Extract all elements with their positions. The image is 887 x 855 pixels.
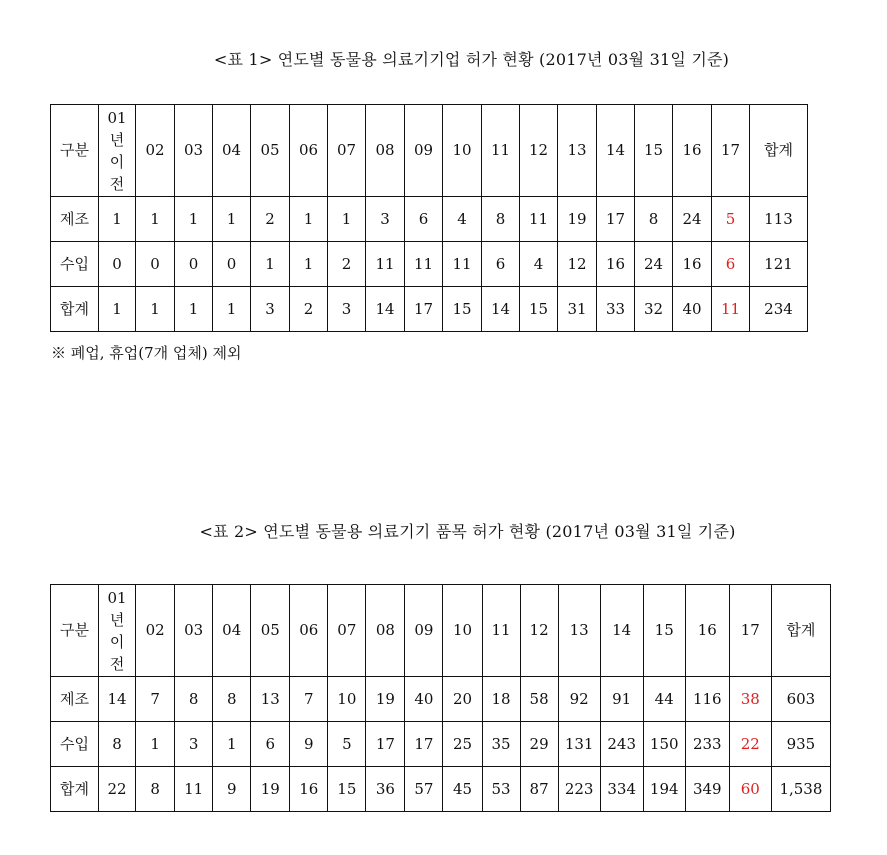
table-cell: 1	[99, 287, 136, 332]
header-cell: 07	[328, 585, 366, 677]
table-cell: 24	[673, 197, 712, 242]
table-cell: 17	[405, 722, 443, 767]
table-cell: 38	[729, 677, 771, 722]
table-cell: 11	[443, 242, 482, 287]
table-cell: 13	[251, 677, 290, 722]
table-cell: 194	[643, 767, 685, 812]
table-cell: 243	[600, 722, 643, 767]
header-cell: 합계	[771, 585, 830, 677]
header-cell: 16	[685, 585, 729, 677]
header-cell: 17	[729, 585, 771, 677]
table-cell: 5	[712, 197, 750, 242]
row-label-cell: 수입	[51, 242, 99, 287]
header-cell: 03	[175, 105, 213, 197]
header-cell: 11	[482, 105, 520, 197]
table-cell: 12	[558, 242, 597, 287]
header-cell: 합계	[750, 105, 808, 197]
table-cell: 4	[443, 197, 482, 242]
table-cell: 92	[558, 677, 600, 722]
header-cell: 02	[136, 585, 175, 677]
header-cell: 01 년 이 전	[99, 585, 136, 677]
table-cell: 19	[558, 197, 597, 242]
table-cell: 6	[405, 197, 443, 242]
table-cell: 58	[520, 677, 558, 722]
table-cell: 1	[290, 197, 328, 242]
table-cell: 0	[213, 242, 251, 287]
table-cell: 35	[482, 722, 520, 767]
table-cell: 1	[290, 242, 328, 287]
table-cell: 3	[175, 722, 213, 767]
table-cell: 15	[328, 767, 366, 812]
table-cell: 1	[251, 242, 290, 287]
header-cell: 16	[673, 105, 712, 197]
table-row	[51, 197, 808, 242]
table-cell: 36	[366, 767, 405, 812]
header-cell: 04	[213, 105, 251, 197]
table-cell: 6	[251, 722, 290, 767]
table-cell: 7	[136, 677, 175, 722]
table-cell: 349	[685, 767, 729, 812]
table1-license-companies	[50, 104, 808, 332]
table-cell: 24	[635, 242, 673, 287]
table-cell: 1	[213, 197, 251, 242]
table-cell: 9	[290, 722, 328, 767]
table-row	[51, 767, 831, 812]
header-cell: 10	[443, 105, 482, 197]
table-cell: 11	[175, 767, 213, 812]
table-cell: 16	[597, 242, 635, 287]
header-cell: 01 년 이 전	[99, 105, 136, 197]
header-cell: 11	[482, 585, 520, 677]
table-cell: 1	[136, 287, 175, 332]
table-cell: 14	[366, 287, 405, 332]
table-cell: 8	[99, 722, 136, 767]
table-cell: 1	[136, 722, 175, 767]
table-cell: 2	[328, 242, 366, 287]
header-cell: 06	[290, 105, 328, 197]
table-cell: 45	[443, 767, 482, 812]
table-cell: 14	[99, 677, 136, 722]
table-cell: 9	[213, 767, 251, 812]
table-cell: 233	[685, 722, 729, 767]
table-cell: 1	[136, 197, 175, 242]
table-cell: 33	[597, 287, 635, 332]
table-cell: 121	[750, 242, 808, 287]
table-cell: 40	[405, 677, 443, 722]
table-row	[51, 287, 808, 332]
table-cell: 7	[290, 677, 328, 722]
table-cell: 11	[520, 197, 558, 242]
table-cell: 11	[712, 287, 750, 332]
table-cell: 87	[520, 767, 558, 812]
table-cell: 14	[482, 287, 520, 332]
row-label-cell: 제조	[51, 677, 99, 722]
table-row	[51, 242, 808, 287]
header-cell: 10	[443, 585, 482, 677]
table-cell: 150	[643, 722, 685, 767]
table-cell: 113	[750, 197, 808, 242]
table-cell: 1	[213, 287, 251, 332]
table2-license-products	[50, 584, 831, 812]
header-cell: 17	[712, 105, 750, 197]
table-cell: 11	[405, 242, 443, 287]
table-cell: 16	[290, 767, 328, 812]
table-cell: 8	[136, 767, 175, 812]
table-cell: 17	[597, 197, 635, 242]
header-cell: 13	[558, 105, 597, 197]
table2-caption: <표 2> 연도별 동물용 의료기기 품목 허가 현황 (2017년 03월 31일 기준)	[199, 522, 736, 541]
table-cell: 0	[99, 242, 136, 287]
table-cell: 1,538	[771, 767, 830, 812]
table-cell: 29	[520, 722, 558, 767]
header-cell: 15	[643, 585, 685, 677]
table-cell: 3	[366, 197, 405, 242]
table-cell: 5	[328, 722, 366, 767]
header-cell: 05	[251, 105, 290, 197]
header-cell: 구분	[51, 105, 99, 197]
table-cell: 19	[251, 767, 290, 812]
table-cell: 31	[558, 287, 597, 332]
row-label-cell: 합계	[51, 767, 99, 812]
table-cell: 22	[729, 722, 771, 767]
table-cell: 15	[443, 287, 482, 332]
table-cell: 116	[685, 677, 729, 722]
table-cell: 25	[443, 722, 482, 767]
table-cell: 603	[771, 677, 830, 722]
table-cell: 32	[635, 287, 673, 332]
header-cell: 06	[290, 585, 328, 677]
table-cell: 131	[558, 722, 600, 767]
header-cell: 구분	[51, 585, 99, 677]
table-cell: 8	[482, 197, 520, 242]
table-cell: 18	[482, 677, 520, 722]
table-cell: 8	[175, 677, 213, 722]
table-cell: 22	[99, 767, 136, 812]
table-cell: 10	[328, 677, 366, 722]
table-cell: 334	[600, 767, 643, 812]
table-cell: 4	[520, 242, 558, 287]
header-cell: 14	[600, 585, 643, 677]
table-row	[51, 722, 831, 767]
table-cell: 91	[600, 677, 643, 722]
header-row	[51, 585, 831, 677]
table-cell: 935	[771, 722, 830, 767]
header-cell: 15	[635, 105, 673, 197]
table-row	[51, 677, 831, 722]
table-cell: 1	[99, 197, 136, 242]
table1-footnote: ※ 폐업, 휴업(7개 업체) 제외	[51, 344, 242, 362]
table-cell: 11	[366, 242, 405, 287]
table-cell: 0	[175, 242, 213, 287]
header-cell: 02	[136, 105, 175, 197]
header-cell: 14	[597, 105, 635, 197]
table-cell: 17	[366, 722, 405, 767]
table1-caption: <표 1> 연도별 동물용 의료기기업 허가 현황 (2017년 03월 31일 기준)	[213, 50, 730, 69]
table-cell: 3	[251, 287, 290, 332]
table-cell: 44	[643, 677, 685, 722]
header-cell: 09	[405, 585, 443, 677]
row-label-cell: 수입	[51, 722, 99, 767]
table-cell: 234	[750, 287, 808, 332]
header-cell: 08	[366, 105, 405, 197]
header-cell: 09	[405, 105, 443, 197]
table-cell: 6	[712, 242, 750, 287]
table-cell: 2	[251, 197, 290, 242]
header-cell: 12	[520, 585, 558, 677]
table-cell: 8	[213, 677, 251, 722]
table-cell: 57	[405, 767, 443, 812]
table-cell: 53	[482, 767, 520, 812]
table-cell: 3	[328, 287, 366, 332]
table-cell: 8	[635, 197, 673, 242]
header-cell: 08	[366, 585, 405, 677]
table-cell: 223	[558, 767, 600, 812]
table-cell: 6	[482, 242, 520, 287]
table-cell: 60	[729, 767, 771, 812]
header-cell: 03	[175, 585, 213, 677]
table-cell: 1	[175, 197, 213, 242]
header-cell: 12	[520, 105, 558, 197]
row-label-cell: 제조	[51, 197, 99, 242]
header-cell: 04	[213, 585, 251, 677]
table-cell: 19	[366, 677, 405, 722]
table-cell: 15	[520, 287, 558, 332]
table-cell: 0	[136, 242, 175, 287]
table-cell: 17	[405, 287, 443, 332]
table-cell: 16	[673, 242, 712, 287]
header-cell: 05	[251, 585, 290, 677]
header-cell: 13	[558, 585, 600, 677]
table-cell: 20	[443, 677, 482, 722]
header-row	[51, 105, 808, 197]
table-cell: 1	[213, 722, 251, 767]
table-cell: 1	[328, 197, 366, 242]
row-label-cell: 합계	[51, 287, 99, 332]
header-cell: 07	[328, 105, 366, 197]
table-cell: 2	[290, 287, 328, 332]
table-cell: 1	[175, 287, 213, 332]
table-cell: 40	[673, 287, 712, 332]
